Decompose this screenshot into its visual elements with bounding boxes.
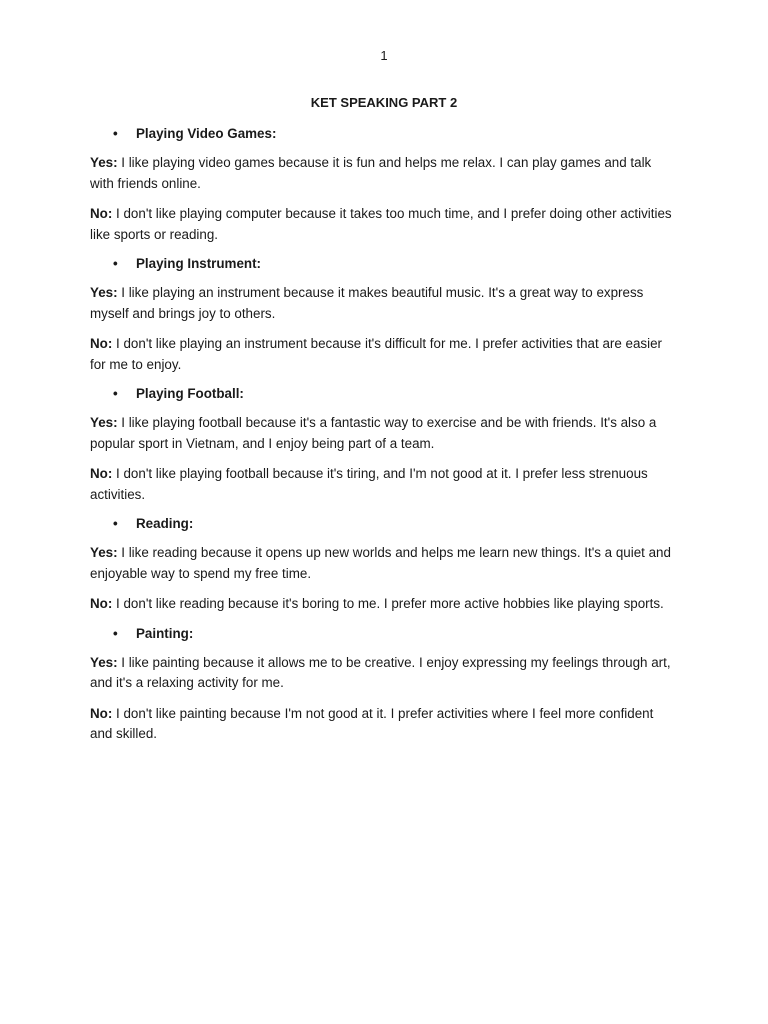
no-answer bbox=[90, 704, 678, 745]
no-label: No: bbox=[90, 705, 113, 721]
yes-label: Yes: bbox=[90, 415, 118, 430]
no-answer bbox=[90, 594, 678, 615]
topic-heading bbox=[90, 385, 678, 403]
yes-text: I like playing an instrument because it makes beautiful music. It's a great way to express myself and brings joy to others. bbox=[90, 285, 644, 321]
topic-heading bbox=[90, 625, 678, 643]
no-text: I don't like playing computer because it takes too much time, and I prefer doing other activities like sports or reading. bbox=[90, 206, 672, 242]
yes-label: Yes: bbox=[90, 654, 118, 670]
document-title: KET SPEAKING PART 2 bbox=[310, 95, 458, 110]
no-label: No: bbox=[90, 466, 113, 481]
page-number: 1 bbox=[380, 48, 388, 63]
topic-heading-text: Playing Football: bbox=[136, 386, 244, 401]
no-label: No: bbox=[90, 336, 113, 351]
yes-text: I like reading because it opens up new worlds and helps me learn new things. It's a quiet and enjoyable way to spend my free time. bbox=[90, 545, 671, 581]
bullet-icon: • bbox=[113, 126, 118, 141]
topic-heading-text: Playing Video Games: bbox=[136, 126, 277, 141]
yes-text: I like painting because it allows me to be creative. I enjoy expressing my feelings through art, and it's a relaxing activity for me. bbox=[90, 654, 671, 690]
topic-heading-text: Reading: bbox=[136, 516, 194, 531]
yes-answer bbox=[90, 543, 678, 584]
no-text: I don't like playing an instrument because it's difficult for me. I prefer activities that are easier for me to enjoy. bbox=[90, 336, 662, 372]
yes-text: I like playing football because it's a fantastic way to exercise and be with friends. It's also a popular sport in Vietnam, and I enjoy being part of a team. bbox=[90, 415, 657, 451]
no-label: No: bbox=[90, 596, 113, 611]
topic-heading-text: Painting: bbox=[136, 625, 194, 641]
yes-label: Yes: bbox=[90, 285, 118, 300]
topic-heading-text: Playing Instrument: bbox=[136, 256, 261, 271]
no-answer bbox=[90, 464, 678, 505]
yes-label: Yes: bbox=[90, 155, 118, 170]
no-answer bbox=[90, 204, 678, 245]
no-text: I don't like painting because I'm not good at it. I prefer activities where I feel more confident and skilled. bbox=[90, 705, 654, 741]
bullet-icon: • bbox=[113, 256, 118, 271]
topic-heading bbox=[90, 125, 678, 143]
no-text: I don't like playing football because it's tiring, and I'm not good at it. I prefer less strenuous activities. bbox=[90, 466, 648, 502]
topic-heading bbox=[90, 515, 678, 533]
no-text: I don't like reading because it's boring to me. I prefer more active hobbies like playing sports. bbox=[112, 596, 664, 611]
yes-answer bbox=[90, 283, 678, 324]
yes-text: I like playing video games because it is fun and helps me relax. I can play games and talk with friends online. bbox=[90, 155, 652, 191]
yes-answer bbox=[90, 153, 678, 194]
document-body bbox=[90, 125, 678, 755]
bullet-icon: • bbox=[113, 516, 118, 531]
no-label: No: bbox=[90, 206, 113, 221]
bullet-icon: • bbox=[113, 625, 118, 641]
bullet-icon: • bbox=[113, 386, 118, 401]
topic-heading bbox=[90, 255, 678, 273]
yes-answer bbox=[90, 653, 678, 694]
yes-label: Yes: bbox=[90, 545, 118, 560]
yes-answer bbox=[90, 413, 678, 454]
no-answer bbox=[90, 334, 678, 375]
